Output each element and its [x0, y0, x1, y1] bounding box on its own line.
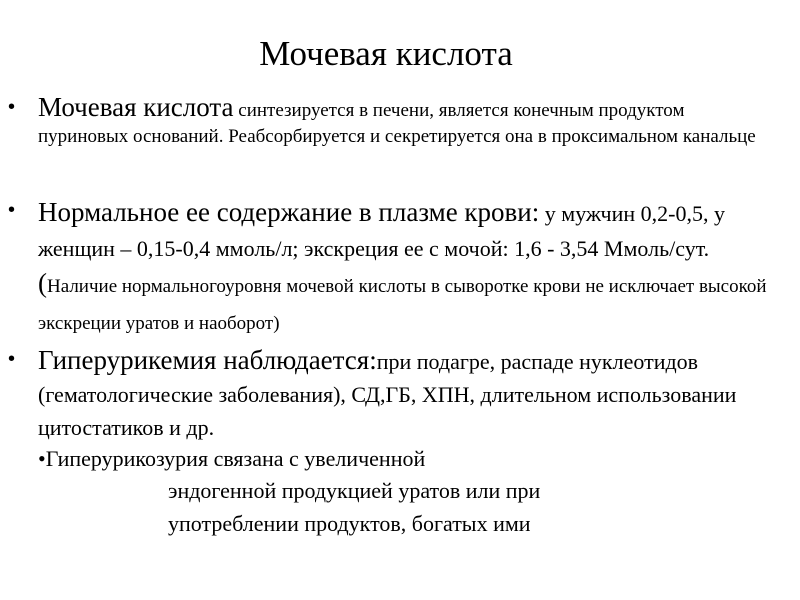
sub-bullet-continuation: эндогенной продукцией уратов или при	[168, 478, 541, 503]
bullet-text	[38, 344, 778, 444]
bullet-body: у мужчин 0,2-0,5, у женщин – 0,15-0,4 ммоль/л; экскреция ее с мочой: 1,6 - 3,54 Ммоль/сут.	[38, 201, 725, 261]
sub-bullet-hyperuricosuria: •Гиперурикозурия связана с увеличенной	[38, 446, 426, 471]
bullet-lead: Нормальное ее содержание в плазме крови:	[38, 197, 540, 227]
bullet-hyperuricemia	[8, 344, 778, 540]
bullet-body: синтезируется в печени, является конечным продуктом пуриновых оснований. Реабсорбируется и секретируется она в проксимальном канальце	[38, 100, 756, 147]
slide-title: Мочевая кислота	[259, 34, 513, 73]
bullet-note: Наличие нормальногоуровня мочевой кислоты в сыворотке крови не исключает высокой экскреции уратов и наоборот)	[38, 276, 767, 334]
sub-bullet-continuation: употреблении продуктов, богатых ими	[168, 511, 531, 536]
bullet-body: при подагре, распаде нуклеотидов (гематологические заболевания), СД,ГБ, ХПН, длительном использовании цитостатиков и др.	[38, 349, 737, 440]
bullet-text	[38, 94, 778, 150]
bullet-marker: •	[8, 96, 16, 118]
bullet-lead: Гиперурикемия наблюдается:	[38, 345, 377, 375]
bullet-paren: (	[38, 268, 47, 298]
bullet-text	[38, 195, 778, 341]
bullet-marker: •	[8, 199, 16, 221]
bullet-lead: Мочевая кислота	[38, 92, 234, 122]
bullet-marker: •	[8, 348, 16, 370]
bullet-uric-acid-synthesis	[8, 94, 778, 150]
bullet-normal-levels	[8, 195, 778, 341]
